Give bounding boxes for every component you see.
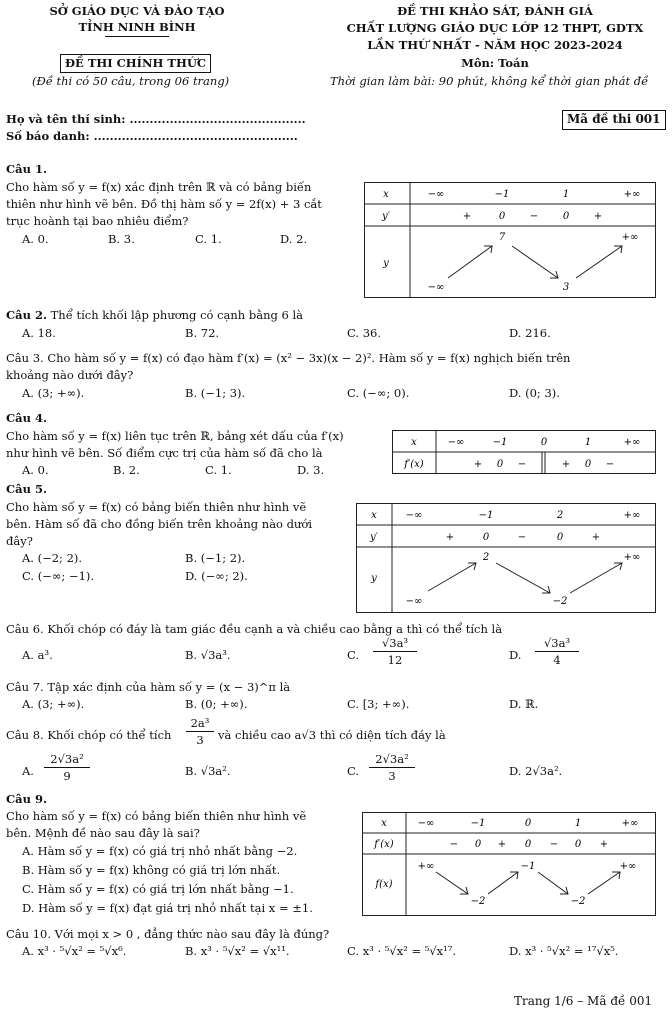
q7-text: Câu 7. Tập xác định của hàm số y = (x − 3)^π là — [6, 680, 291, 694]
student-name-field: Họ và tên thí sinh: ............................................ — [6, 112, 306, 126]
t1-x-posinf: +∞ — [623, 189, 641, 200]
q9-option-c[interactable]: C. Hàm số y = f(x) có giá trị lớn nhất bằng −1. — [22, 882, 294, 896]
official-exam-label: ĐỀ THI CHÍNH THỨC — [60, 54, 211, 73]
t4-x-1: −∞ — [447, 437, 465, 448]
exam-subtitle: CHẤT LƯỢNG GIÁO DỤC LỚP 12 THPT, GDTX — [346, 21, 644, 35]
t9-x-1: −∞ — [417, 818, 435, 829]
t5-yp-4: 0 — [556, 532, 564, 543]
q1-line2: thiên như hình vẽ bên. Đồ thị hàm số y = 2f(x) + 3 cắt — [6, 197, 322, 211]
q5-line2: bên. Hàm số đã cho đồng biến trên khoảng nào dưới — [6, 517, 312, 531]
t9-fp-5: − — [549, 839, 559, 850]
q6-text: Câu 6. Khối chóp có đáy là tam giác đều cạnh a và chiều cao bằng a thì có thể tích là — [6, 622, 503, 636]
q6-option-a[interactable]: A. a³. — [22, 648, 53, 662]
q1-option-d[interactable]: D. 2. — [280, 232, 308, 246]
t5-x-posinf: +∞ — [623, 510, 641, 521]
t9-fp-1: − — [449, 839, 459, 850]
t9-fp-2: 0 — [474, 839, 482, 850]
q2-option-b[interactable]: B. 72. — [185, 326, 220, 340]
q2-option-d[interactable]: D. 216. — [509, 326, 551, 340]
t5-x-neginf: −∞ — [405, 510, 423, 521]
t1-x-label: x — [383, 189, 389, 200]
q5-option-c[interactable]: C. (−∞; −1). — [22, 569, 95, 583]
t1-x-neginf: −∞ — [427, 189, 445, 200]
t9-fp-3: + — [497, 839, 507, 850]
exam-title: ĐỀ THI KHẢO SÁT, ĐÁNH GIÁ — [397, 4, 593, 18]
t4-fp-5: 0 — [584, 459, 592, 470]
q8-option-d[interactable]: D. 2√3a². — [509, 764, 563, 778]
t4-fp-1: + — [473, 459, 483, 470]
q1-variation-table — [364, 182, 656, 298]
header-divider — [105, 36, 169, 37]
q1-option-c[interactable]: C. 1. — [195, 232, 222, 246]
t9-f-posinf: +∞ — [619, 861, 637, 872]
t9-x-3: 0 — [524, 818, 532, 829]
q9-option-a[interactable]: A. Hàm số y = f(x) có giá trị nhỏ nhất bằng −2. — [22, 844, 298, 858]
q1-option-a[interactable]: A. 0. — [22, 232, 49, 246]
q7-option-c[interactable]: C. [3; +∞). — [347, 697, 410, 711]
t1-y-posinf: +∞ — [621, 232, 639, 243]
q1-option-b[interactable]: B. 3. — [108, 232, 135, 246]
t9-fp-label: f′(x) — [374, 839, 394, 850]
q5-line1: Cho hàm số y = f(x) có bảng biến thiên như hình vẽ — [6, 500, 307, 514]
t5-yp-2: 0 — [482, 532, 490, 543]
t5-yp-label: y′ — [370, 532, 378, 543]
t4-x-3: 0 — [540, 437, 548, 448]
q4-option-b[interactable]: B. 2. — [113, 463, 140, 477]
t9-f-neginf-side: +∞ — [417, 861, 435, 872]
page-footer: Trang 1/6 – Mã đề 001 — [514, 994, 653, 1008]
t4-fp-3: − — [517, 459, 527, 470]
q2-text: Câu 2. Thể tích khối lập phương có cạnh bằng 6 là — [6, 308, 304, 322]
q3-option-a[interactable]: A. (3; +∞). — [22, 386, 85, 400]
t5-yp-3: − — [517, 532, 527, 543]
t1-yp-3: − — [529, 211, 539, 222]
t1-yp-5: + — [593, 211, 603, 222]
t5-x-label: x — [371, 510, 377, 521]
t4-x-2: −1 — [492, 437, 508, 448]
q5-line3: đây? — [6, 534, 33, 548]
q7-option-d[interactable]: D. ℝ. — [509, 697, 539, 711]
t1-yp-label: y′ — [382, 211, 390, 222]
t1-x-m1: −1 — [494, 189, 510, 200]
q8-text-pre: Câu 8. Khối chóp có thể tích — [6, 728, 172, 742]
t1-y-min: 3 — [562, 282, 570, 293]
q8-option-b[interactable]: B. √3a². — [185, 764, 231, 778]
q5-option-b[interactable]: B. (−1; 2). — [185, 551, 246, 565]
t1-yp-4: 0 — [562, 211, 570, 222]
q8-volume-denominator: 3 — [196, 733, 204, 747]
t1-y-label: y — [383, 258, 389, 269]
t5-y-min: −2 — [552, 596, 568, 607]
q9-variation-table — [362, 812, 656, 916]
q9-line1: Cho hàm số y = f(x) có bảng biến thiên như hình vẽ — [6, 809, 307, 823]
q3-line1: Câu 3. Cho hàm số y = f(x) có đạo hàm f′(x) = (x² − 3x)(x − 2)². Hàm số y = f(x) nghịch biến trên — [6, 351, 571, 365]
t1-x-1: 1 — [562, 189, 570, 200]
q10-text: Câu 10. Với mọi x > 0 , đẳng thức nào sau đây là đúng? — [6, 927, 330, 941]
q4-line2: như hình vẽ bên. Số điểm cực trị của hàm số đã cho là — [6, 446, 323, 460]
t9-x-5: +∞ — [621, 818, 639, 829]
q3-option-d[interactable]: D. (0; 3). — [509, 386, 560, 400]
t9-fp-6: 0 — [574, 839, 582, 850]
t9-f-label: f(x) — [375, 879, 393, 890]
q10-option-a[interactable]: A. x³ · ⁵√x² = ⁵√x⁶. — [22, 944, 127, 958]
subject: Môn: Toán — [461, 56, 529, 70]
q4-option-c[interactable]: C. 1. — [205, 463, 232, 477]
t9-fp-4: 0 — [524, 839, 532, 850]
q3-option-b[interactable]: B. (−1; 3). — [185, 386, 246, 400]
q4-title: Câu 4. — [6, 411, 47, 425]
t5-yp-1: + — [445, 532, 455, 543]
q4-sign-table — [392, 430, 656, 474]
q7-option-a[interactable]: A. (3; +∞). — [22, 697, 85, 711]
q3-option-c[interactable]: C. (−∞; 0). — [347, 386, 410, 400]
q2-option-a[interactable]: A. 18. — [22, 326, 56, 340]
t9-fp-7: + — [599, 839, 609, 850]
t9-f-min2: −2 — [570, 896, 586, 907]
exam-round: LẦN THỨ NHẤT - NĂM HỌC 2023-2024 — [367, 38, 623, 52]
t4-fp-2: 0 — [496, 459, 504, 470]
q4-option-d[interactable]: D. 3. — [297, 463, 325, 477]
q5-option-d[interactable]: D. (−∞; 2). — [185, 569, 248, 583]
q1-line3: trục hoành tại bao nhiêu điểm? — [6, 214, 189, 228]
q10-option-b[interactable]: B. x³ · ⁵√x² = √x¹¹. — [185, 944, 290, 958]
t5-x-2: 2 — [556, 510, 564, 521]
t9-f-max: −1 — [520, 861, 536, 872]
t9-x-label: x — [381, 818, 387, 829]
student-id-field: Số báo danh: ................................................... — [6, 129, 298, 143]
q4-line1: Cho hàm số y = f(x) liên tục trên ℝ, bảng xét dấu của f′(x) — [6, 429, 344, 443]
time-note: Thời gian làm bài: 90 phút, không kể thời gian phát đề — [330, 74, 649, 88]
t5-y-max: 2 — [482, 552, 490, 563]
q10-option-c[interactable]: C. x³ · ⁵√x² = ⁵√x¹⁷. — [347, 944, 457, 958]
t5-x-m1: −1 — [478, 510, 494, 521]
t5-y-neginf: −∞ — [405, 596, 423, 607]
q9-line2: bên. Mệnh đề nào sau đây là sai? — [6, 826, 200, 840]
t1-yp-1: + — [462, 211, 472, 222]
province-name: TỈNH NINH BÌNH — [78, 20, 196, 34]
q3-line2: khoảng nào dưới đây? — [6, 368, 134, 382]
page-count-note: (Đề thi có 50 câu, trong 06 trang) — [32, 74, 230, 88]
t9-x-4: 1 — [574, 818, 582, 829]
t5-y-label: y — [371, 573, 377, 584]
q1-line1: Cho hàm số y = f(x) xác định trên ℝ và có bảng biến — [6, 180, 312, 194]
t9-x-2: −1 — [470, 818, 486, 829]
department-name: SỞ GIÁO DỤC VÀ ĐÀO TẠO — [49, 4, 225, 18]
q1-title: Câu 1. — [6, 162, 47, 176]
q2-option-c[interactable]: C. 36. — [347, 326, 381, 340]
q4-option-a[interactable]: A. 0. — [22, 463, 49, 477]
t4-fp-label: f′(x) — [404, 459, 424, 470]
t9-f-min1: −2 — [470, 896, 486, 907]
t4-fp-4: + — [561, 459, 571, 470]
t5-y-posinf: +∞ — [623, 552, 641, 563]
t4-fp-6: − — [605, 459, 615, 470]
q9-title: Câu 9. — [6, 792, 47, 806]
q5-variation-table — [356, 503, 656, 613]
q5-title: Câu 5. — [6, 482, 47, 496]
t5-yp-5: + — [591, 532, 601, 543]
q10-option-d[interactable]: D. x³ · ⁵√x² = ¹⁷√x⁵. — [509, 944, 619, 958]
q5-option-a[interactable]: A. (−2; 2). — [22, 551, 83, 565]
t4-x-label: x — [411, 437, 417, 448]
q7-option-b[interactable]: B. (0; +∞). — [185, 697, 248, 711]
t1-y-max: 7 — [498, 232, 506, 243]
q9-option-b[interactable]: B. Hàm số y = f(x) không có giá trị lớn nhất. — [22, 863, 281, 877]
t4-x-5: +∞ — [623, 437, 641, 448]
q8-text-post: và chiều cao a√3 thì có diện tích đáy là — [218, 728, 446, 742]
q6-option-b[interactable]: B. √3a³. — [185, 648, 231, 662]
q9-option-d[interactable]: D. Hàm số y = f(x) đạt giá trị nhỏ nhất tại x = ±1. — [22, 901, 313, 915]
t4-x-4: 1 — [584, 437, 592, 448]
q8-volume-numerator: 2a³ — [186, 716, 214, 732]
t1-yp-2: 0 — [498, 211, 506, 222]
exam-code-box: Mã đề thi 001 — [562, 110, 666, 130]
t1-y-neginf: −∞ — [427, 282, 445, 293]
